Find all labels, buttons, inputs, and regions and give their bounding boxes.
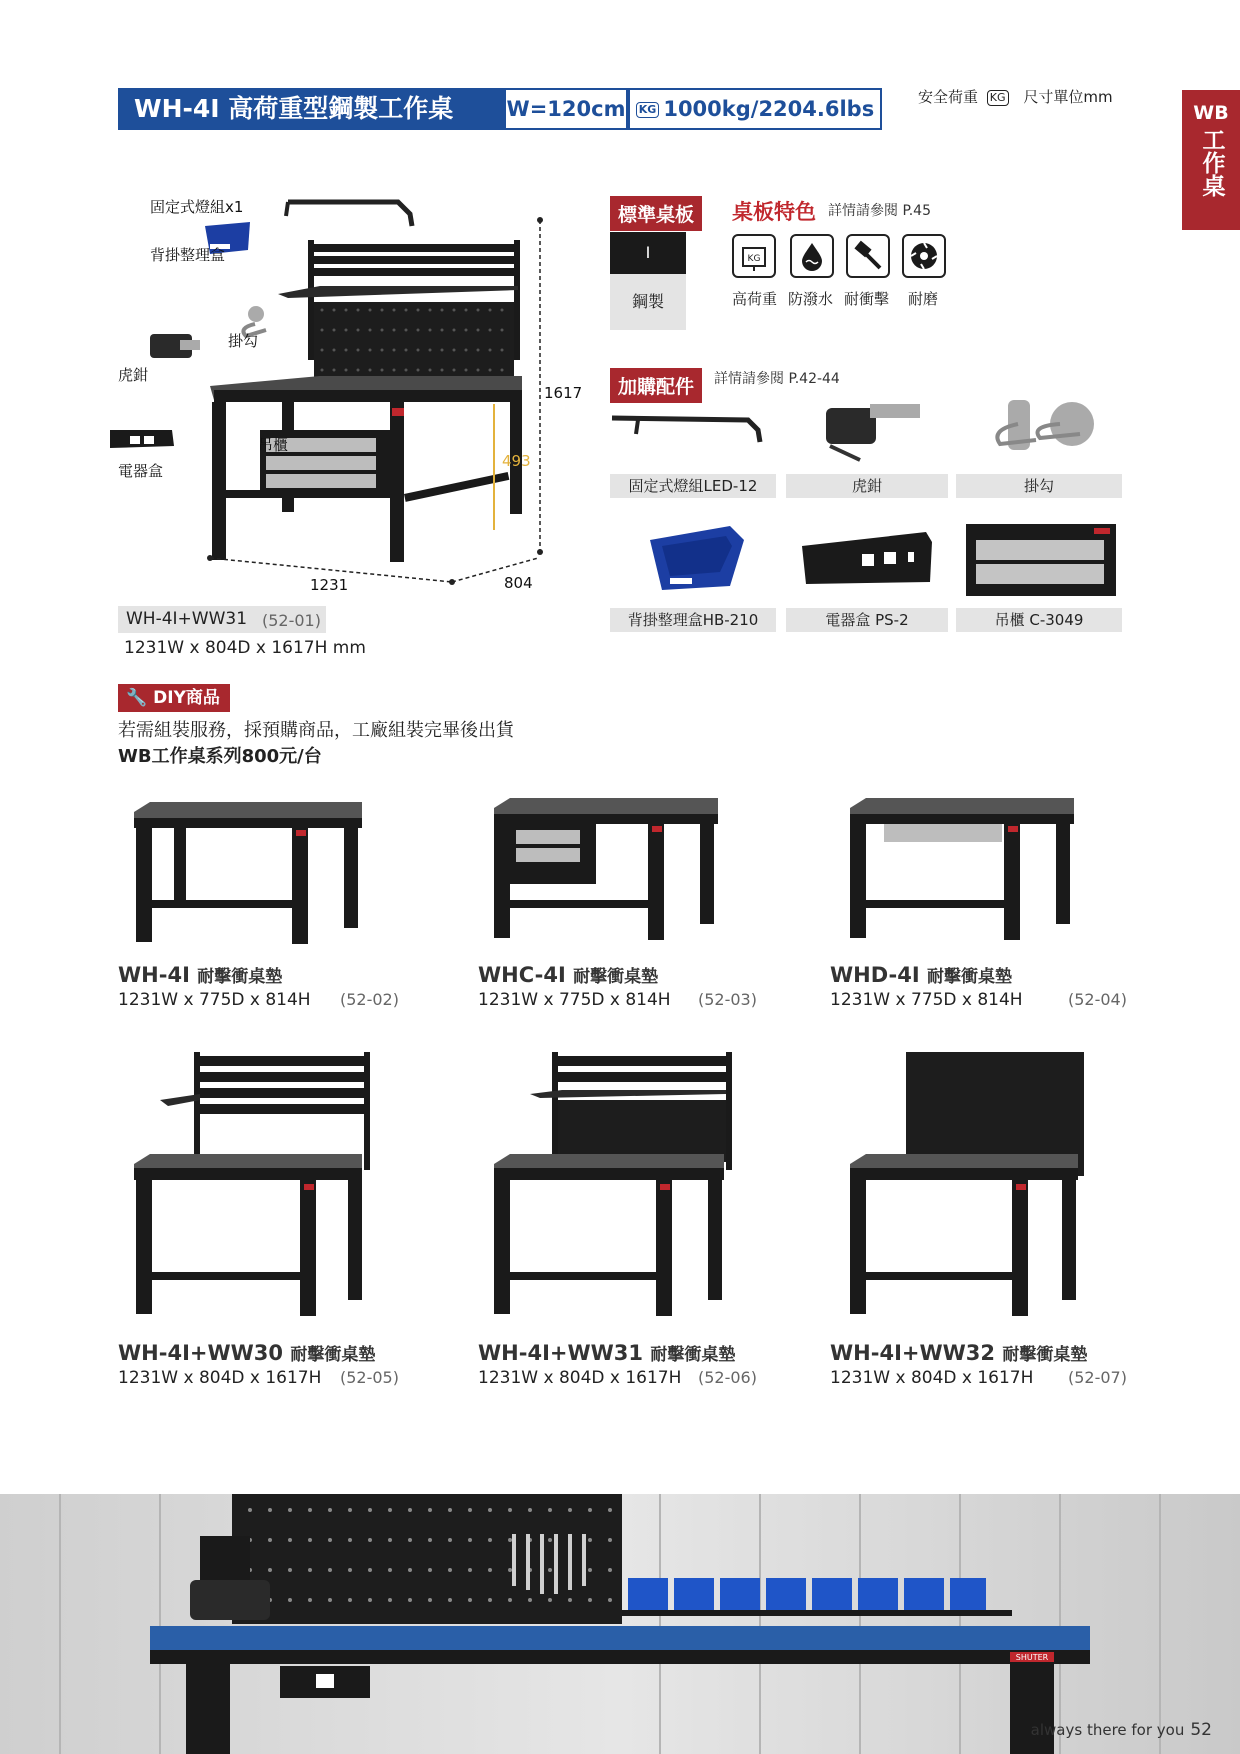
feature-abrasion: 耐磨 [908,290,939,308]
workshop-photo [0,1494,1240,1754]
diy-label: DIY商品 [153,688,220,708]
accessory-hook: 掛勾 [956,474,1122,498]
product-image-wh4i [130,800,370,950]
dim-width: 1231 [310,576,349,594]
product-name-whd4i: WHD-4I 耐擊衝桌墊 [830,963,1013,987]
features-title: 桌板特色 [732,200,816,224]
product-code-ww31: (52-06) [698,1368,757,1387]
label-power: 電器盒 [118,462,164,480]
label-lamp: 固定式燈組x1 [150,198,244,216]
accessories-tag: 加購配件 [610,368,702,403]
product-code-ww30: (52-05) [340,1368,399,1387]
feature-impact: 耐衝擊 [844,290,890,308]
product-name-wh4i: WH-4I 耐擊衝桌墊 [118,963,283,987]
heavy-load-icon [732,234,776,278]
dim-depth: 804 [504,574,533,592]
diy-tag [118,684,230,712]
main-product-code: (52-01) [262,611,321,630]
product-code-wh4i: (52-02) [340,990,399,1009]
main-model: WH-4I+WW31 [126,609,248,629]
feature-waterproof: 防潑水 [788,290,834,308]
label-vise: 虎鉗 [118,366,149,384]
section-tab-title: 工作桌 [1198,128,1225,197]
accessories-note: 詳情請參閱 P.42-44 [714,371,840,387]
footer [1031,1720,1212,1740]
footer-slogan: always there for you [1030,1721,1185,1739]
product-image-ww30 [130,1048,370,1320]
page-number: 52 [1190,1720,1212,1740]
label-hook: 掛勾 [228,332,259,350]
accessory-cabinet: 吊櫃 C-3049 [956,608,1122,632]
product-dims-ww31: 1231W x 804D x 1617H [478,1368,682,1388]
product-name-ww32: WH-4I+WW32 耐擊衝桌墊 [830,1341,1088,1365]
product-code-ww32: (52-07) [1068,1368,1127,1387]
main-product-dims: 1231W x 804D x 1617H mm [124,638,366,658]
safe-load-label: 安全荷重 [918,88,979,106]
product-dims-whd4i: 1231W x 775D x 814H [830,990,1023,1010]
features-note: 詳情請參閱 P.45 [828,203,931,219]
product-image-ww32 [842,1048,1092,1320]
dim-cabinet-height: 493 [502,452,531,470]
photo-pegboard [232,1494,622,1624]
cabinet-accessory-image [964,520,1120,600]
section-tab [1182,90,1240,230]
standard-top-tag: 標準桌板 [610,196,702,231]
photo-blue-top [150,1626,1090,1650]
kg-icon: KG [987,90,1009,106]
vise-accessory-image [800,390,930,470]
product-name-whc4i: WHC-4I 耐擊衝桌墊 [478,963,659,987]
accessory-power-box: 電器盒 PS-2 [786,608,948,632]
svg-text:KG: KG [747,254,761,264]
product-image-whc4i [486,796,726,946]
accessory-bin: 背掛整理盒HB-210 [610,608,776,632]
kg-icon: KG [636,102,660,118]
waterproof-icon [790,234,834,278]
safe-load-legend [918,86,1113,107]
unit-label: 尺寸單位mm [1023,88,1113,106]
diy-line2: WB工作桌系列800元/台 [118,746,322,767]
accessory-vise: 虎鉗 [786,474,948,498]
steel-label: 鋼製 [610,274,686,330]
steel-sample-mark: I [645,243,651,262]
product-dims-whc4i: 1231W x 775D x 814H [478,990,671,1010]
power-box-image [110,430,174,448]
product-code-whc4i: (52-03) [698,990,757,1009]
impact-icon [846,234,890,278]
product-dims-wh4i: 1231W x 775D x 814H [118,990,311,1010]
accessory-led-lamp: 固定式燈組LED-12 [610,474,776,498]
label-cabinet: 吊櫃 [258,436,289,454]
lamp-bar [288,202,412,226]
bin-accessory-image [640,520,750,596]
width-spec: W=120cm [504,88,628,130]
diy-line1: 若需組裝服務，採預購商品，工廠組裝完畢後出貨 [118,720,514,741]
product-dims-ww32: 1231W x 804D x 1617H [830,1368,1034,1388]
side-shelf [278,286,518,298]
photo-brand-text: SHUTER [1015,1653,1049,1662]
hook-accessory-image [960,390,1110,470]
power-box-accessory-image [800,526,940,596]
load-value: 1000kg/2204.6lbs [663,97,875,121]
product-image-whd4i [842,796,1082,946]
product-name-ww31: WH-4I+WW31 耐擊衝桌墊 [478,1341,736,1365]
led-lamp-image [608,404,778,464]
product-name-ww30: WH-4I+WW30 耐擊衝桌墊 [118,1341,376,1365]
product-code-whd4i: (52-04) [1068,990,1127,1009]
load-spec [628,88,882,130]
steel-top-sample [610,232,686,274]
section-tab-code: WB [1193,102,1229,124]
dim-height: 1617 [544,384,583,402]
page-title: WH-4I 高荷重型鋼製工作桌 [118,88,504,130]
product-image-ww31 [486,1048,736,1320]
wrench-icon: 🔧 [126,688,148,708]
pegboard [314,302,514,382]
photo-vise [200,1536,250,1582]
label-bin: 背掛整理盒 [150,246,226,264]
feature-heavy-load: 高荷重 [732,290,778,308]
product-dims-ww30: 1231W x 804D x 1617H [118,1368,322,1388]
abrasion-icon [902,234,946,278]
